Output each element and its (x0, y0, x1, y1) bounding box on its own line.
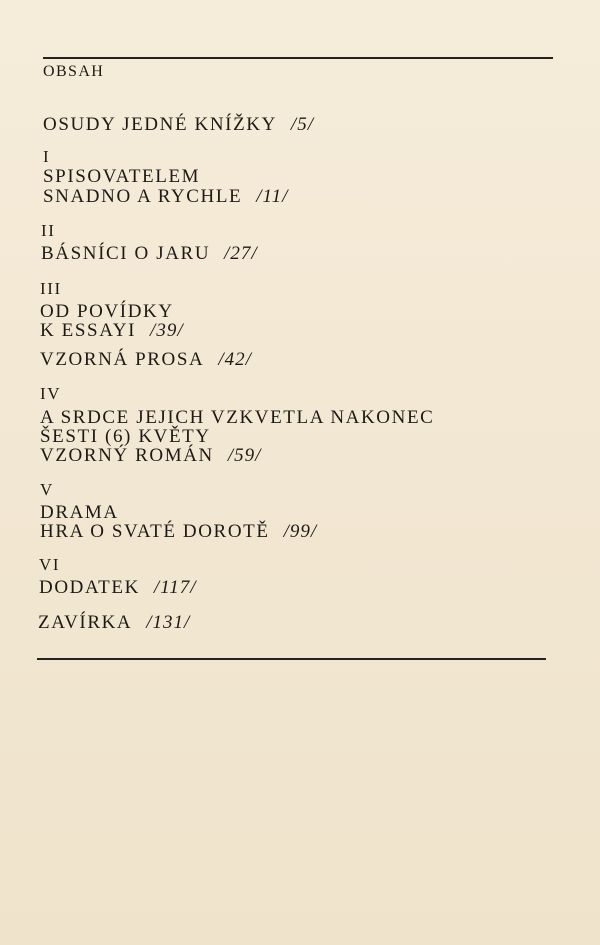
toc-entry-title: K ESSAYI (40, 320, 137, 341)
toc-entry (40, 446, 261, 465)
toc-entry-title: ZAVÍRKA (38, 612, 133, 633)
toc-entry-page: /131/ (146, 612, 191, 633)
toc-entry-page: /99/ (283, 521, 318, 542)
bottom-rule (37, 658, 546, 660)
toc-entry-title: ŠESTI (6) KVĚTY (40, 426, 211, 447)
toc-entry-page: /27/ (224, 243, 258, 264)
toc-entry-title: DRAMA (40, 502, 119, 523)
section-number: III (40, 279, 62, 298)
toc-entry-title: OSUDY JEDNÉ KNÍŽKY (43, 114, 277, 135)
section-number: II (41, 221, 56, 240)
toc-entry-title: DODATEK (39, 577, 140, 598)
toc-entry-title: SPISOVATELEM (43, 166, 201, 187)
toc-entry (43, 187, 288, 206)
toc-entry-title: BÁSNÍCI O JARU (41, 243, 211, 264)
section-number: IV (40, 384, 62, 403)
section-number: I (43, 147, 51, 166)
toc-entry-page: /59/ (227, 445, 262, 466)
toc-entry-page: /11/ (256, 186, 289, 207)
toc-entry (41, 244, 258, 263)
toc-entry (39, 578, 197, 597)
toc-entry-title: SNADNO A RYCHLE (43, 186, 243, 207)
toc-entry-title: VZORNÁ PROSA (40, 349, 205, 370)
toc-entry-page: /5/ (290, 114, 314, 135)
contents-heading: OBSAH (43, 63, 105, 80)
toc-entry (40, 522, 317, 541)
toc-entry-title: OD POVÍDKY (40, 301, 174, 322)
toc-entry-page: /117/ (153, 577, 197, 598)
section-number: V (40, 480, 54, 499)
toc-entry-title: A SRDCE JEJICH VZKVETLA NAKONEC (40, 407, 435, 428)
toc-entry-page: /42/ (218, 349, 252, 370)
toc-entry (38, 613, 190, 632)
toc-entry-page: /39/ (150, 320, 184, 341)
toc-entry-title: VZORNÝ ROMÁN (40, 445, 214, 466)
top-rule (43, 57, 553, 59)
section-number: VI (39, 555, 61, 574)
toc-entry (40, 321, 184, 340)
toc-entry (43, 115, 314, 134)
toc-entry (40, 350, 252, 369)
toc-entry-title: HRA O SVATÉ DOROTĚ (40, 521, 270, 542)
